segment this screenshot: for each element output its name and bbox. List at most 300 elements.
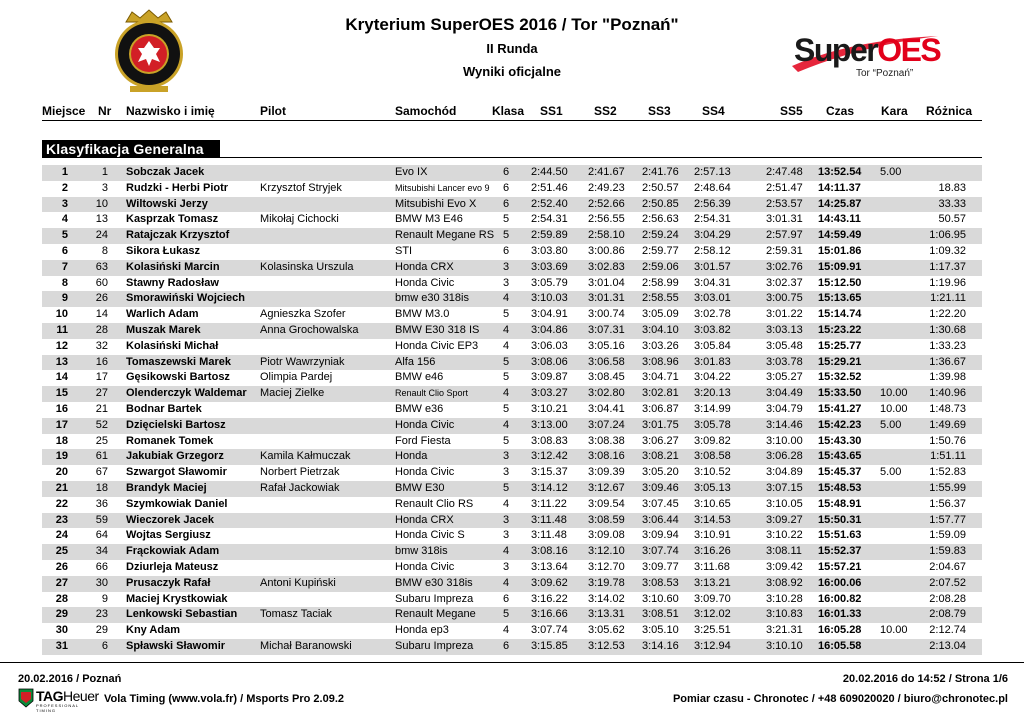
row-ss1: 3:16.22 bbox=[531, 592, 568, 605]
row-ss4: 2:57.13 bbox=[694, 166, 731, 178]
row-ss5: 3:09.27 bbox=[766, 513, 803, 526]
row-ss3: 3:09.94 bbox=[642, 529, 679, 542]
row-penalty: 10.00 bbox=[880, 387, 908, 400]
row-driver: Spławski Sławomir bbox=[126, 639, 226, 652]
row-car: Renault Clio Sport bbox=[395, 388, 469, 399]
row-position: 21 bbox=[55, 481, 68, 494]
row-ss2: 3:12.53 bbox=[588, 639, 625, 652]
row-time: 15:09.91 bbox=[818, 260, 862, 273]
footer-page-info: 20.02.2016 do 14:52 / Strona 1/6 bbox=[842, 673, 1008, 685]
table-row bbox=[42, 481, 982, 497]
row-difference: 18.83 bbox=[938, 181, 966, 194]
row-ss4: 2:56.39 bbox=[694, 197, 731, 210]
row-ss2: 3:05.16 bbox=[588, 339, 625, 352]
row-ss4: 2:54.31 bbox=[694, 213, 731, 226]
row-difference: 2:08.79 bbox=[929, 608, 966, 621]
row-ss5: 3:00.75 bbox=[766, 292, 803, 305]
row-time: 15:51.63 bbox=[818, 529, 862, 542]
row-class: 6 bbox=[502, 592, 510, 605]
row-driver: Kasprzak Tomasz bbox=[126, 213, 219, 226]
row-penalty: 5.00 bbox=[880, 418, 902, 431]
row-number: 36 bbox=[95, 497, 108, 510]
row-ss1: 3:08.16 bbox=[531, 545, 568, 558]
row-ss1: 3:04.91 bbox=[531, 308, 568, 321]
row-ss3: 2:59.24 bbox=[642, 229, 679, 242]
row-position: 24 bbox=[55, 529, 68, 542]
superoes-logo bbox=[790, 32, 940, 84]
heuer-word: Heuer bbox=[63, 688, 99, 704]
row-position: 8 bbox=[61, 276, 68, 289]
row-pilot: Kamila Kałmuczak bbox=[260, 450, 351, 463]
superoes-brand bbox=[794, 32, 940, 68]
row-position: 19 bbox=[55, 450, 68, 463]
row-ss4: 3:09.70 bbox=[694, 592, 731, 605]
row-number: 25 bbox=[95, 434, 108, 447]
col-pilot: Pilot bbox=[260, 104, 286, 118]
row-position: 4 bbox=[61, 213, 68, 226]
row-time: 15:41.27 bbox=[818, 402, 862, 415]
row-car: Honda Civic EP3 bbox=[395, 339, 479, 352]
row-pilot: Rafał Jackowiak bbox=[260, 481, 340, 494]
table-row bbox=[42, 386, 982, 402]
row-ss3: 3:05.09 bbox=[642, 308, 679, 321]
row-number: 63 bbox=[95, 260, 108, 273]
row-driver: Warlich Adam bbox=[126, 308, 199, 321]
row-class: 4 bbox=[502, 418, 510, 431]
row-ss1: 3:13.00 bbox=[531, 418, 568, 431]
row-time: 15:01.86 bbox=[818, 244, 862, 257]
col-ss5: SS5 bbox=[780, 104, 803, 118]
row-driver: Lenkowski Sebastian bbox=[126, 608, 238, 621]
row-time: 15:48.91 bbox=[818, 497, 862, 510]
row-car: bmw 318is bbox=[395, 545, 448, 558]
table-row bbox=[42, 607, 982, 623]
row-ss2: 3:09.39 bbox=[588, 466, 625, 479]
row-ss4: 3:04.31 bbox=[694, 276, 731, 289]
row-car: Alfa 156 bbox=[395, 355, 436, 368]
row-position: 5 bbox=[61, 229, 68, 242]
row-pilot: Agnieszka Szofer bbox=[260, 308, 346, 321]
row-ss4: 3:13.21 bbox=[694, 576, 731, 589]
row-ss4: 3:20.13 bbox=[694, 387, 731, 400]
row-time: 15:14.74 bbox=[818, 308, 862, 321]
table-row bbox=[42, 165, 982, 181]
row-car: BMW E30 318 IS bbox=[395, 323, 480, 336]
table-row bbox=[42, 291, 982, 307]
row-difference: 1:17.37 bbox=[929, 260, 966, 273]
row-difference: 1:48.73 bbox=[929, 402, 966, 415]
col-ss1: SS1 bbox=[540, 104, 563, 118]
tagheuer-shield-icon bbox=[18, 688, 34, 708]
row-position: 27 bbox=[55, 576, 68, 589]
section-divider bbox=[42, 157, 982, 158]
row-car: Mitsubishi Lancer evo 9 bbox=[395, 182, 490, 193]
row-number: 28 bbox=[95, 323, 108, 336]
row-ss2: 3:13.31 bbox=[588, 608, 625, 621]
row-number: 32 bbox=[95, 339, 108, 352]
row-ss2: 3:09.08 bbox=[588, 529, 625, 542]
tagheuer-tagline: PROFESSIONAL TIMING bbox=[36, 703, 79, 713]
row-time: 15:43.30 bbox=[818, 434, 862, 447]
row-car: Subaru Impreza bbox=[395, 639, 474, 652]
row-ss1: 3:16.66 bbox=[531, 608, 568, 621]
row-ss5: 3:05.48 bbox=[766, 339, 803, 352]
row-number: 67 bbox=[95, 466, 108, 479]
row-ss3: 3:08.96 bbox=[642, 355, 679, 368]
table-row bbox=[42, 181, 982, 197]
row-ss5: 3:08.11 bbox=[766, 545, 802, 558]
row-ss1: 2:44.50 bbox=[531, 166, 568, 178]
row-difference: 1:19.96 bbox=[929, 276, 966, 289]
table-row bbox=[42, 465, 982, 481]
brand-tagline: Tor “Poznań” bbox=[856, 68, 914, 79]
row-car: BMW e46 bbox=[395, 371, 444, 384]
row-ss5: 3:14.46 bbox=[766, 418, 803, 431]
row-ss2: 2:56.55 bbox=[588, 213, 625, 226]
row-ss5: 3:03.13 bbox=[766, 323, 803, 336]
row-time: 16:01.33 bbox=[818, 608, 862, 621]
row-car: Renault Megane RS bbox=[395, 229, 495, 242]
row-ss4: 3:08.58 bbox=[694, 450, 731, 463]
row-class: 3 bbox=[502, 276, 510, 289]
table-row bbox=[42, 197, 982, 213]
row-ss2: 2:52.66 bbox=[588, 197, 625, 210]
row-class: 4 bbox=[502, 323, 510, 336]
row-pilot: Piotr Wawrzyniak bbox=[260, 355, 345, 368]
round-label: II Runda bbox=[486, 41, 538, 56]
row-driver: Kolasiński Michał bbox=[126, 339, 219, 352]
row-car: Honda Civic bbox=[395, 560, 455, 573]
row-car: Honda Civic S bbox=[395, 529, 465, 542]
row-ss4: 3:14.99 bbox=[694, 402, 731, 415]
table-row bbox=[42, 228, 982, 244]
col-ss3: SS3 bbox=[648, 104, 671, 118]
footer-chronotec: Pomiar czasu - Chronotec / +48 609020020 / biuro@chronotec.pl bbox=[672, 693, 1008, 705]
row-difference: 1:30.68 bbox=[929, 323, 966, 336]
row-ss2: 3:08.38 bbox=[588, 434, 625, 447]
row-penalty: 5.00 bbox=[880, 166, 902, 178]
row-ss1: 3:13.64 bbox=[531, 560, 568, 573]
row-car: BMW e36 bbox=[395, 402, 444, 415]
row-pilot: Norbert Pietrzak bbox=[260, 466, 340, 479]
row-position: 14 bbox=[55, 371, 68, 384]
row-ss3: 2:59.77 bbox=[642, 244, 679, 257]
row-class: 5 bbox=[502, 308, 510, 321]
row-position: 13 bbox=[55, 355, 68, 368]
row-car: BMW e30 318is bbox=[395, 576, 473, 589]
row-ss3: 3:04.71 bbox=[642, 371, 679, 384]
table-row bbox=[42, 544, 982, 560]
row-class: 3 bbox=[502, 450, 510, 463]
row-ss2: 3:01.31 bbox=[588, 292, 625, 305]
row-position: 2 bbox=[61, 181, 68, 194]
row-ss3: 3:08.21 bbox=[642, 450, 679, 463]
row-car: Mitsubishi Evo X bbox=[395, 197, 477, 210]
row-number: 30 bbox=[95, 576, 108, 589]
row-ss2: 2:58.10 bbox=[588, 229, 625, 242]
row-ss4: 3:01.83 bbox=[694, 355, 731, 368]
row-difference: 1:57.77 bbox=[929, 513, 966, 526]
row-driver: Bodnar Bartek bbox=[126, 402, 202, 415]
row-car: BMW M3 E46 bbox=[395, 213, 463, 226]
row-ss3: 3:07.45 bbox=[642, 497, 679, 510]
tagheuer-logo bbox=[18, 688, 99, 713]
row-ss2: 3:07.24 bbox=[588, 418, 625, 431]
row-position: 23 bbox=[55, 513, 68, 526]
row-time: 16:05.28 bbox=[818, 624, 862, 637]
row-class: 4 bbox=[502, 292, 510, 305]
row-driver: Wojtas Sergiusz bbox=[126, 529, 211, 542]
header-divider bbox=[42, 120, 982, 121]
row-driver: Frąckowiak Adam bbox=[126, 545, 220, 558]
row-ss5: 3:04.49 bbox=[766, 387, 803, 400]
row-position: 31 bbox=[55, 639, 68, 652]
table-row bbox=[42, 592, 982, 608]
row-ss3: 3:03.26 bbox=[642, 339, 679, 352]
page-title: Kryterium SuperOES 2016 / Tor "Poznań" bbox=[345, 15, 679, 34]
col-nr: Nr bbox=[98, 104, 112, 118]
row-ss3: 3:10.60 bbox=[642, 592, 679, 605]
table-row bbox=[42, 513, 982, 529]
row-time: 15:48.53 bbox=[818, 481, 862, 494]
row-time: 15:57.21 bbox=[818, 560, 862, 573]
row-time: 14:11.37 bbox=[818, 181, 861, 194]
row-ss2: 2:41.67 bbox=[588, 166, 625, 178]
row-driver: Stawny Radosław bbox=[126, 276, 219, 289]
row-ss2: 3:12.70 bbox=[588, 560, 625, 573]
row-ss5: 3:02.76 bbox=[766, 260, 803, 273]
row-position: 25 bbox=[55, 545, 68, 558]
row-ss5: 3:10.05 bbox=[766, 497, 803, 510]
row-class: 3 bbox=[502, 529, 510, 542]
row-time: 14:59.49 bbox=[818, 229, 862, 242]
row-ss5: 2:57.97 bbox=[766, 229, 803, 242]
row-ss5: 2:59.31 bbox=[766, 244, 803, 257]
row-driver: Smorawiński Wojciech bbox=[126, 292, 246, 305]
col-penalty: Kara bbox=[881, 104, 908, 118]
row-ss1: 3:03.69 bbox=[531, 260, 568, 273]
row-ss3: 3:05.10 bbox=[642, 624, 679, 637]
row-class: 4 bbox=[502, 497, 510, 510]
col-pos: Miejsce bbox=[42, 104, 86, 118]
row-ss5: 3:10.83 bbox=[766, 608, 803, 621]
col-class: Klasa bbox=[492, 104, 525, 118]
row-difference: 1:59.09 bbox=[929, 529, 966, 542]
row-ss5: 3:03.78 bbox=[766, 355, 803, 368]
row-ss4: 2:48.64 bbox=[694, 181, 731, 194]
row-position: 1 bbox=[61, 166, 68, 178]
row-number: 52 bbox=[95, 418, 108, 431]
row-difference: 1:09.32 bbox=[929, 244, 966, 257]
row-ss4: 3:03.01 bbox=[694, 292, 731, 305]
row-difference: 2:12.74 bbox=[929, 624, 966, 637]
row-ss5: 3:09.42 bbox=[766, 560, 803, 573]
row-ss2: 3:19.78 bbox=[588, 576, 625, 589]
row-class: 3 bbox=[502, 260, 510, 273]
row-driver: Sobczak Jacek bbox=[126, 166, 205, 178]
row-number: 21 bbox=[95, 402, 108, 415]
row-ss3: 2:50.57 bbox=[642, 181, 679, 194]
row-ss5: 3:21.31 bbox=[766, 624, 803, 637]
table-row bbox=[42, 339, 982, 355]
row-driver: Romanek Tomek bbox=[126, 434, 214, 447]
row-ss5: 3:01.31 bbox=[766, 213, 803, 226]
row-ss3: 3:06.44 bbox=[642, 513, 679, 526]
row-time: 15:43.65 bbox=[818, 450, 862, 463]
column-header bbox=[0, 102, 1024, 120]
row-ss2: 3:07.31 bbox=[588, 323, 625, 336]
row-car: Evo IX bbox=[395, 166, 428, 178]
row-ss2: 3:02.83 bbox=[588, 260, 625, 273]
row-difference: 50.57 bbox=[938, 213, 966, 226]
row-position: 11 bbox=[56, 323, 68, 336]
row-ss4: 2:58.12 bbox=[694, 244, 731, 257]
col-ss4: SS4 bbox=[702, 104, 725, 118]
row-time: 14:25.87 bbox=[818, 197, 862, 210]
table-row bbox=[42, 370, 982, 386]
row-number: 6 bbox=[101, 639, 108, 652]
row-car: Honda Civic bbox=[395, 276, 455, 289]
row-pilot: Tomasz Taciak bbox=[260, 608, 332, 621]
row-ss3: 3:09.46 bbox=[642, 481, 679, 494]
row-ss2: 3:12.67 bbox=[588, 481, 625, 494]
row-driver: Ratajczak Krzysztof bbox=[126, 229, 230, 242]
row-ss5: 3:10.00 bbox=[766, 434, 803, 447]
row-ss4: 3:25.51 bbox=[694, 624, 731, 637]
row-ss3: 3:02.81 bbox=[642, 387, 679, 400]
row-driver: Tomaszewski Marek bbox=[126, 355, 231, 368]
row-time: 15:13.65 bbox=[818, 292, 862, 305]
row-penalty: 10.00 bbox=[880, 624, 908, 637]
row-ss2: 3:14.02 bbox=[588, 592, 625, 605]
row-ss1: 3:11.48 bbox=[531, 529, 567, 542]
row-ss4: 3:04.22 bbox=[694, 371, 731, 384]
row-class: 5 bbox=[502, 213, 510, 226]
row-class: 3 bbox=[502, 466, 510, 479]
col-name: Nazwisko i imię bbox=[126, 104, 215, 118]
tag-word: TAG bbox=[36, 688, 64, 704]
row-time: 15:42.23 bbox=[818, 418, 862, 431]
row-difference: 2:04.67 bbox=[929, 560, 966, 573]
row-car: Honda Civic bbox=[395, 466, 455, 479]
row-position: 30 bbox=[55, 624, 68, 637]
row-ss5: 2:47.48 bbox=[766, 166, 803, 178]
row-class: 3 bbox=[502, 560, 510, 573]
row-ss2: 3:12.10 bbox=[588, 545, 625, 558]
row-pilot: Krzysztof Stryjek bbox=[260, 181, 342, 194]
row-ss2: 3:04.41 bbox=[588, 402, 625, 415]
table-row bbox=[42, 355, 982, 371]
row-pilot: Mikołaj Cichocki bbox=[260, 213, 339, 226]
row-ss4: 3:12.94 bbox=[694, 639, 731, 652]
row-ss2: 3:01.04 bbox=[588, 276, 625, 289]
row-position: 26 bbox=[55, 560, 68, 573]
row-ss5: 3:04.89 bbox=[766, 466, 803, 479]
row-driver: Rudzki - Herbi Piotr bbox=[126, 181, 229, 194]
row-ss3: 2:58.55 bbox=[642, 292, 679, 305]
row-difference: 33.33 bbox=[938, 197, 966, 210]
row-ss1: 2:59.89 bbox=[531, 229, 568, 242]
row-class: 5 bbox=[502, 229, 510, 242]
row-difference: 1:40.96 bbox=[929, 387, 966, 400]
row-difference: 1:55.99 bbox=[929, 481, 966, 494]
row-ss3: 3:08.53 bbox=[642, 576, 679, 589]
table-row bbox=[42, 260, 982, 276]
table-row bbox=[42, 434, 982, 450]
row-number: 8 bbox=[101, 244, 108, 257]
row-position: 15 bbox=[55, 387, 68, 400]
brand-oes: OES bbox=[877, 32, 941, 68]
row-ss2: 3:08.59 bbox=[588, 513, 625, 526]
col-time: Czas bbox=[826, 104, 855, 118]
row-class: 4 bbox=[502, 576, 510, 589]
col-diff: Różnica bbox=[926, 104, 973, 118]
row-number: 34 bbox=[95, 545, 108, 558]
row-driver: Szymkowiak Daniel bbox=[126, 497, 228, 510]
row-driver: Kny Adam bbox=[126, 624, 180, 637]
row-class: 5 bbox=[502, 402, 510, 415]
row-driver: Gęsikowski Bartosz bbox=[126, 371, 230, 384]
row-number: 9 bbox=[101, 592, 108, 605]
row-pilot: Olimpia Pardej bbox=[260, 371, 333, 384]
row-class: 6 bbox=[502, 639, 510, 652]
row-number: 23 bbox=[95, 608, 108, 621]
row-position: 12 bbox=[55, 339, 68, 352]
row-number: 24 bbox=[95, 229, 108, 242]
footer-date: 20.02.2016 / Poznań bbox=[18, 673, 122, 685]
row-ss3: 3:04.10 bbox=[642, 323, 679, 336]
row-ss3: 2:41.76 bbox=[642, 166, 679, 178]
row-position: 28 bbox=[55, 592, 68, 605]
brand-super: Super bbox=[794, 32, 878, 68]
row-ss1: 3:04.86 bbox=[531, 323, 568, 336]
row-number: 29 bbox=[95, 624, 108, 637]
row-ss5: 3:10.10 bbox=[766, 639, 803, 652]
row-ss2: 3:05.62 bbox=[588, 624, 625, 637]
row-number: 18 bbox=[95, 481, 108, 494]
row-number: 1 bbox=[101, 166, 108, 178]
row-ss1: 3:08.83 bbox=[531, 434, 568, 447]
col-ss2: SS2 bbox=[594, 104, 617, 118]
row-ss4: 3:12.02 bbox=[694, 608, 731, 621]
row-class: 4 bbox=[502, 624, 510, 637]
row-driver: Dziurleja Mateusz bbox=[126, 560, 219, 573]
row-time: 15:12.50 bbox=[818, 276, 862, 289]
row-driver: Wiltowski Jerzy bbox=[126, 197, 208, 210]
row-driver: Prusaczyk Rafał bbox=[126, 576, 211, 589]
row-class: 6 bbox=[502, 197, 510, 210]
row-ss2: 3:00.86 bbox=[588, 244, 625, 257]
row-difference: 1:39.98 bbox=[929, 371, 966, 384]
row-driver: Muszak Marek bbox=[126, 323, 201, 336]
results-label: Wyniki oficjalne bbox=[462, 64, 561, 79]
row-time: 15:32.52 bbox=[818, 371, 862, 384]
row-ss5: 3:04.79 bbox=[766, 402, 803, 415]
row-car: Honda CRX bbox=[395, 260, 454, 273]
row-number: 64 bbox=[95, 529, 108, 542]
footer-vola: Vola Timing (www.vola.fr) / Msports Pro 2.09.2 bbox=[104, 693, 345, 705]
row-ss2: 3:08.16 bbox=[588, 450, 625, 463]
row-penalty: 10.00 bbox=[880, 402, 908, 415]
row-penalty: 5.00 bbox=[880, 466, 902, 479]
row-ss2: 3:06.58 bbox=[588, 355, 625, 368]
row-time: 14:43.11 bbox=[818, 213, 861, 226]
row-ss2: 3:02.80 bbox=[588, 387, 625, 400]
row-pilot: Anna Grochowalska bbox=[260, 323, 359, 336]
row-ss1: 3:12.42 bbox=[531, 450, 568, 463]
table-row bbox=[42, 528, 982, 544]
row-difference: 1:36.67 bbox=[929, 355, 966, 368]
